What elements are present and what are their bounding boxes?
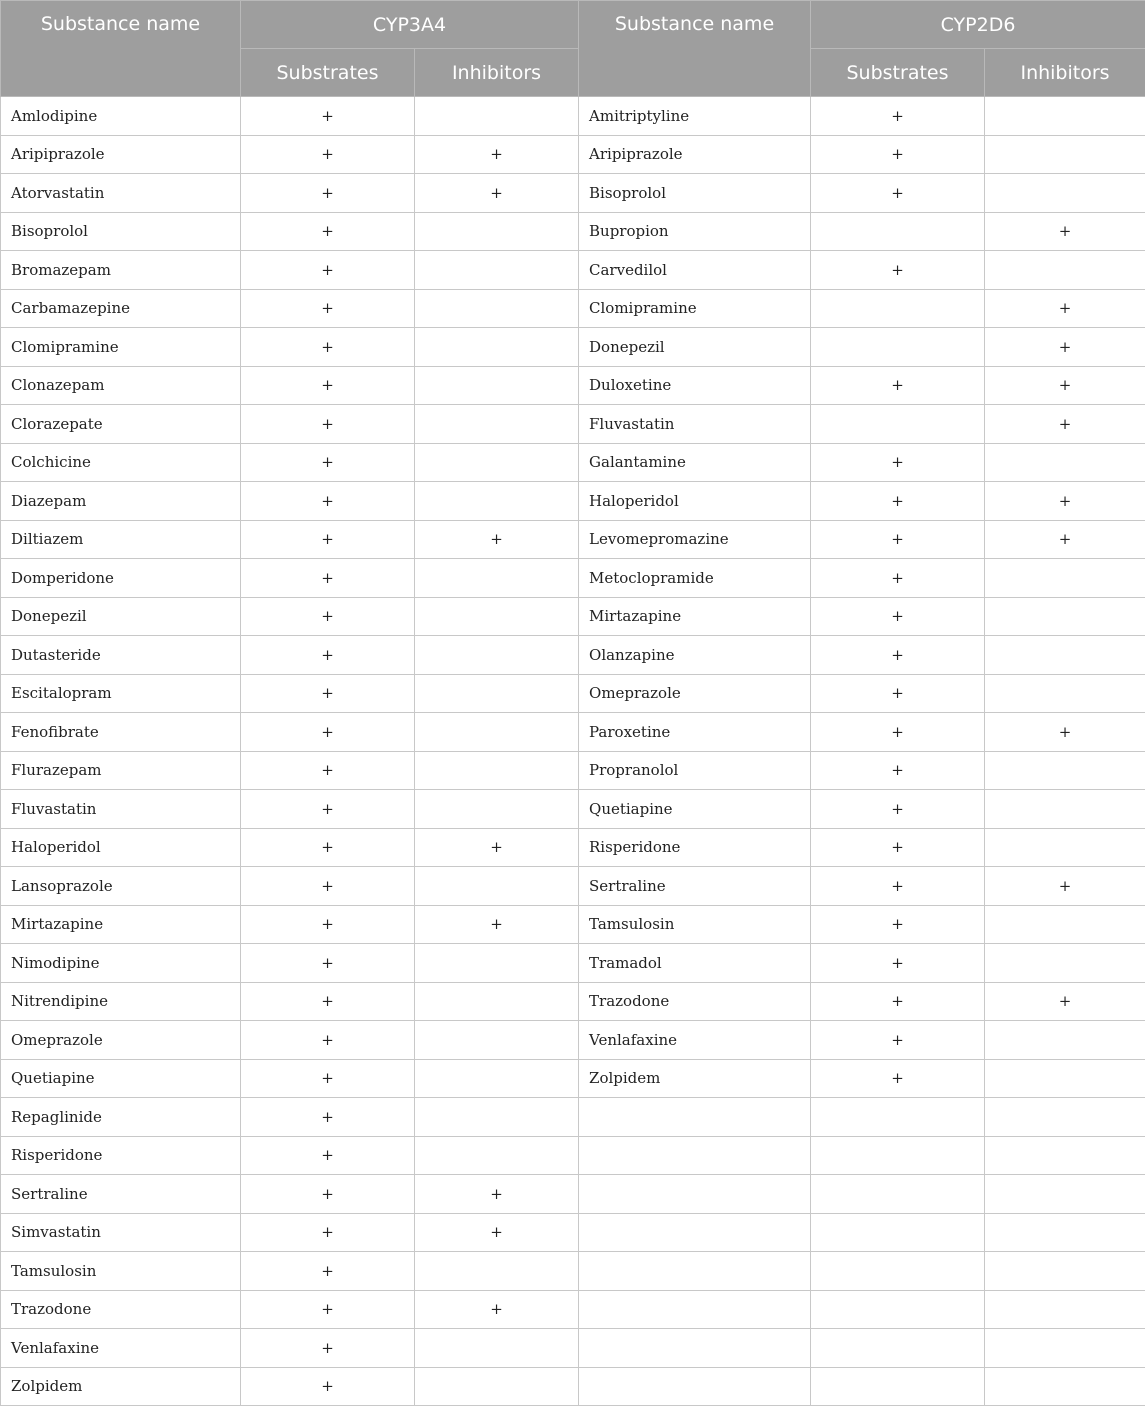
cyp3a4-substrate-mark: +: [241, 1175, 415, 1214]
header-cyp2d6-substrates: Substrates: [811, 49, 985, 97]
cyp3a4-substrate-mark: +: [241, 328, 415, 367]
cyp2d6-inhibitor-mark: [985, 751, 1145, 790]
table-row: [1, 867, 1145, 906]
cyp3a4-substrate-mark: +: [241, 174, 415, 213]
cyp3a4-inhibitor-mark: +: [415, 135, 579, 174]
cyp2d6-substrate-mark: +: [811, 828, 985, 867]
header-substance-name-right: Substance name: [579, 1, 811, 97]
cyp3a4-substrate-mark: +: [241, 212, 415, 251]
cyp2d6-substrate-mark: [811, 405, 985, 444]
cyp2d6-substance-name: Zolpidem: [579, 1059, 811, 1098]
cyp2d6-substrate-mark: +: [811, 905, 985, 944]
cyp3a4-substance-name: Omeprazole: [1, 1021, 241, 1060]
cyp2d6-inhibitor-mark: [985, 1329, 1145, 1368]
table-row: [1, 97, 1145, 136]
cyp3a4-substance-name: Trazodone: [1, 1290, 241, 1329]
cyp3a4-substrate-mark: +: [241, 1367, 415, 1406]
cyp3a4-inhibitor-mark: +: [415, 520, 579, 559]
table-row: [1, 289, 1145, 328]
cyp3a4-substance-name: Amlodipine: [1, 97, 241, 136]
table-row: [1, 790, 1145, 829]
cyp2d6-substance-name: Fluvastatin: [579, 405, 811, 444]
cyp2d6-substance-name: Quetiapine: [579, 790, 811, 829]
cyp2d6-substance-name: Sertraline: [579, 867, 811, 906]
cyp3a4-substance-name: Zolpidem: [1, 1367, 241, 1406]
cyp2d6-substrate-mark: +: [811, 713, 985, 752]
cyp3a4-inhibitor-mark: [415, 212, 579, 251]
cyp2d6-inhibitor-mark: +: [985, 212, 1145, 251]
cyp2d6-substrate-mark: [811, 1098, 985, 1137]
cyp2d6-substance-name: [579, 1175, 811, 1214]
cyp2d6-substance-name: Donepezil: [579, 328, 811, 367]
cyp2d6-substance-name: Paroxetine: [579, 713, 811, 752]
cyp3a4-substance-name: Nimodipine: [1, 944, 241, 983]
cyp2d6-substrate-mark: +: [811, 867, 985, 906]
cyp3a4-substance-name: Atorvastatin: [1, 174, 241, 213]
cyp3a4-substrate-mark: +: [241, 135, 415, 174]
cyp3a4-inhibitor-mark: [415, 790, 579, 829]
cyp3a4-inhibitor-mark: [415, 559, 579, 598]
cyp2d6-inhibitor-mark: [985, 1213, 1145, 1252]
cyp3a4-inhibitor-mark: [415, 1098, 579, 1137]
table-row: [1, 520, 1145, 559]
cyp3a4-substrate-mark: +: [241, 905, 415, 944]
cyp3a4-substance-name: Bromazepam: [1, 251, 241, 290]
table-row: [1, 1329, 1145, 1368]
cyp2d6-substance-name: [579, 1213, 811, 1252]
cyp3a4-inhibitor-mark: [415, 944, 579, 983]
cyp2d6-substance-name: Mirtazapine: [579, 597, 811, 636]
cyp3a4-substrate-mark: +: [241, 520, 415, 559]
cyp2d6-substrate-mark: +: [811, 97, 985, 136]
cyp2d6-inhibitor-mark: [985, 251, 1145, 290]
cyp3a4-inhibitor-mark: [415, 443, 579, 482]
cyp3a4-substrate-mark: +: [241, 559, 415, 598]
table-row: [1, 674, 1145, 713]
cyp3a4-inhibitor-mark: [415, 597, 579, 636]
cyp3a4-inhibitor-mark: [415, 713, 579, 752]
cyp3a4-substrate-mark: +: [241, 982, 415, 1021]
cyp3a4-substance-name: Diltiazem: [1, 520, 241, 559]
cyp2d6-inhibitor-mark: [985, 944, 1145, 983]
cyp3a4-substance-name: Colchicine: [1, 443, 241, 482]
cyp2d6-substance-name: Omeprazole: [579, 674, 811, 713]
table-row: [1, 905, 1145, 944]
cyp3a4-inhibitor-mark: [415, 328, 579, 367]
table-row: [1, 828, 1145, 867]
cyp2d6-substance-name: Propranolol: [579, 751, 811, 790]
cyp2d6-inhibitor-mark: [985, 443, 1145, 482]
cyp3a4-inhibitor-mark: +: [415, 1213, 579, 1252]
table-row: [1, 597, 1145, 636]
cyp3a4-inhibitor-mark: [415, 751, 579, 790]
cyp2d6-substrate-mark: +: [811, 135, 985, 174]
cyp2d6-substrate-mark: +: [811, 174, 985, 213]
cyp2d6-substrate-mark: +: [811, 597, 985, 636]
cyp3a4-substrate-mark: +: [241, 443, 415, 482]
cyp3a4-inhibitor-mark: +: [415, 1175, 579, 1214]
header-cyp3a4-inhibitors: Inhibitors: [415, 49, 579, 97]
cyp2d6-substance-name: [579, 1252, 811, 1291]
cyp2d6-inhibitor-mark: +: [985, 289, 1145, 328]
cyp3a4-substance-name: Dutasteride: [1, 636, 241, 675]
cyp3a4-substrate-mark: +: [241, 1252, 415, 1291]
cyp2d6-substance-name: Clomipramine: [579, 289, 811, 328]
cyp2d6-substrate-mark: +: [811, 559, 985, 598]
cyp3a4-substrate-mark: +: [241, 1329, 415, 1368]
header-cyp3a4-substrates: Substrates: [241, 49, 415, 97]
cyp3a4-inhibitor-mark: +: [415, 174, 579, 213]
cyp2d6-inhibitor-mark: [985, 905, 1145, 944]
cyp2d6-substrate-mark: [811, 1175, 985, 1214]
cyp2d6-inhibitor-mark: +: [985, 482, 1145, 521]
cyp3a4-substrate-mark: +: [241, 636, 415, 675]
cyp2d6-substance-name: [579, 1098, 811, 1137]
cyp3a4-substance-name: Carbamazepine: [1, 289, 241, 328]
cyp2d6-substrate-mark: +: [811, 982, 985, 1021]
cyp2d6-substrate-mark: +: [811, 1059, 985, 1098]
table-row: [1, 482, 1145, 521]
cyp3a4-substance-name: Simvastatin: [1, 1213, 241, 1252]
cyp2d6-inhibitor-mark: [985, 1367, 1145, 1406]
cyp2d6-inhibitor-mark: +: [985, 405, 1145, 444]
cyp3a4-substance-name: Lansoprazole: [1, 867, 241, 906]
cyp3a4-inhibitor-mark: [415, 289, 579, 328]
table-row: [1, 751, 1145, 790]
cyp2d6-inhibitor-mark: [985, 636, 1145, 675]
cyp2d6-inhibitor-mark: [985, 1098, 1145, 1137]
cyp3a4-substrate-mark: +: [241, 713, 415, 752]
cyp2d6-inhibitor-mark: [985, 135, 1145, 174]
cyp2d6-substance-name: Duloxetine: [579, 366, 811, 405]
cyp3a4-substance-name: Quetiapine: [1, 1059, 241, 1098]
cyp3a4-substance-name: Tamsulosin: [1, 1252, 241, 1291]
cyp3a4-inhibitor-mark: [415, 1136, 579, 1175]
cyp2d6-substrate-mark: +: [811, 482, 985, 521]
table-row: [1, 1175, 1145, 1214]
cyp2d6-inhibitor-mark: +: [985, 982, 1145, 1021]
table-row: [1, 328, 1145, 367]
cyp2d6-substrate-mark: +: [811, 443, 985, 482]
cyp2d6-inhibitor-mark: [985, 597, 1145, 636]
cyp3a4-substrate-mark: +: [241, 1098, 415, 1137]
cyp3a4-substrate-mark: +: [241, 751, 415, 790]
cyp2d6-substrate-mark: +: [811, 520, 985, 559]
table-header: [1, 1, 1145, 97]
cyp3a4-inhibitor-mark: +: [415, 828, 579, 867]
cyp3a4-inhibitor-mark: [415, 674, 579, 713]
header-cyp2d6: CYP2D6: [811, 1, 1145, 49]
table-row: [1, 1290, 1145, 1329]
cyp2d6-substance-name: Bisoprolol: [579, 174, 811, 213]
cyp2d6-substrate-mark: +: [811, 790, 985, 829]
cyp3a4-substrate-mark: +: [241, 289, 415, 328]
cyp2d6-substance-name: Levomepromazine: [579, 520, 811, 559]
cyp3a4-inhibitor-mark: [415, 97, 579, 136]
table-row: [1, 366, 1145, 405]
cyp2d6-substrate-mark: [811, 1252, 985, 1291]
cyp3a4-inhibitor-mark: [415, 1252, 579, 1291]
cyp3a4-substrate-mark: +: [241, 1213, 415, 1252]
cyp3a4-inhibitor-mark: [415, 867, 579, 906]
cyp2d6-substrate-mark: [811, 328, 985, 367]
cyp2d6-substrate-mark: [811, 212, 985, 251]
cyp2d6-inhibitor-mark: [985, 1252, 1145, 1291]
table-row: [1, 174, 1145, 213]
cyp3a4-substrate-mark: +: [241, 674, 415, 713]
cyp3a4-substance-name: Fenofibrate: [1, 713, 241, 752]
cyp3a4-inhibitor-mark: +: [415, 1290, 579, 1329]
cyp2d6-inhibitor-mark: [985, 828, 1145, 867]
cyp3a4-substrate-mark: +: [241, 867, 415, 906]
cyp2d6-substrate-mark: +: [811, 674, 985, 713]
cyp3a4-substrate-mark: +: [241, 251, 415, 290]
cyp2d6-inhibitor-mark: [985, 790, 1145, 829]
cyp3a4-substance-name: Aripiprazole: [1, 135, 241, 174]
cyp3a4-inhibitor-mark: [415, 1329, 579, 1368]
cyp2d6-substance-name: Tramadol: [579, 944, 811, 983]
cyp2d6-substrate-mark: [811, 1136, 985, 1175]
table-row: [1, 1252, 1145, 1291]
cyp3a4-inhibitor-mark: [415, 1367, 579, 1406]
header-cyp3a4: CYP3A4: [241, 1, 579, 49]
cyp3a4-substance-name: Escitalopram: [1, 674, 241, 713]
cyp3a4-inhibitor-mark: [415, 636, 579, 675]
table-row: [1, 713, 1145, 752]
cyp3a4-substance-name: Nitrendipine: [1, 982, 241, 1021]
cyp3a4-substance-name: Clonazepam: [1, 366, 241, 405]
cyp3a4-substance-name: Repaglinide: [1, 1098, 241, 1137]
cyp3a4-substance-name: Risperidone: [1, 1136, 241, 1175]
cyp3a4-inhibitor-mark: [415, 366, 579, 405]
cyp2d6-substance-name: Venlafaxine: [579, 1021, 811, 1060]
table-row: [1, 1098, 1145, 1137]
table-row: [1, 1021, 1145, 1060]
table-row: [1, 251, 1145, 290]
cyp2d6-substance-name: Tamsulosin: [579, 905, 811, 944]
cyp3a4-substrate-mark: +: [241, 1059, 415, 1098]
cyp3a4-substance-name: Haloperidol: [1, 828, 241, 867]
cyp2d6-substrate-mark: +: [811, 944, 985, 983]
cyp2d6-substance-name: Galantamine: [579, 443, 811, 482]
cyp2d6-inhibitor-mark: [985, 1021, 1145, 1060]
cyp3a4-substrate-mark: +: [241, 597, 415, 636]
cyp2d6-substance-name: Bupropion: [579, 212, 811, 251]
cyp3a4-inhibitor-mark: [415, 482, 579, 521]
cyp3a4-substrate-mark: +: [241, 1021, 415, 1060]
cyp2d6-substance-name: Risperidone: [579, 828, 811, 867]
cyp2d6-substrate-mark: [811, 1213, 985, 1252]
table-body: [1, 97, 1145, 1406]
cyp2d6-substance-name: [579, 1329, 811, 1368]
table-row: [1, 1213, 1145, 1252]
cyp2d6-inhibitor-mark: [985, 674, 1145, 713]
cyp3a4-substance-name: Clorazepate: [1, 405, 241, 444]
cyp2d6-substrate-mark: [811, 1367, 985, 1406]
cyp2d6-substance-name: Amitriptyline: [579, 97, 811, 136]
table-row: [1, 1059, 1145, 1098]
table-row: [1, 944, 1145, 983]
cyp3a4-inhibitor-mark: [415, 982, 579, 1021]
cyp2d6-inhibitor-mark: +: [985, 328, 1145, 367]
cyp2d6-substrate-mark: [811, 1290, 985, 1329]
table-row: [1, 405, 1145, 444]
table-row: [1, 636, 1145, 675]
cyp2d6-substance-name: Haloperidol: [579, 482, 811, 521]
table-row: [1, 559, 1145, 598]
table-row: [1, 1367, 1145, 1406]
cyp3a4-inhibitor-mark: [415, 1059, 579, 1098]
cyp2d6-substrate-mark: +: [811, 1021, 985, 1060]
cyp3a4-inhibitor-mark: +: [415, 905, 579, 944]
cyp3a4-substance-name: Mirtazapine: [1, 905, 241, 944]
cyp2d6-substance-name: Olanzapine: [579, 636, 811, 675]
table-row: [1, 135, 1145, 174]
cyp3a4-substrate-mark: +: [241, 828, 415, 867]
cyp3a4-substrate-mark: +: [241, 482, 415, 521]
table-row: [1, 212, 1145, 251]
cyp2d6-substrate-mark: +: [811, 251, 985, 290]
cyp2d6-inhibitor-mark: +: [985, 867, 1145, 906]
cyp2d6-inhibitor-mark: [985, 1136, 1145, 1175]
cyp3a4-substrate-mark: +: [241, 366, 415, 405]
cyp3a4-substance-name: Venlafaxine: [1, 1329, 241, 1368]
header-cyp2d6-inhibitors: Inhibitors: [985, 49, 1145, 97]
cyp2d6-inhibitor-mark: +: [985, 713, 1145, 752]
cyp2d6-substrate-mark: +: [811, 751, 985, 790]
table-row: [1, 982, 1145, 1021]
cyp2d6-inhibitor-mark: [985, 1175, 1145, 1214]
cyp2d6-substrate-mark: [811, 1329, 985, 1368]
cyp3a4-substance-name: Donepezil: [1, 597, 241, 636]
cyp3a4-substance-name: Clomipramine: [1, 328, 241, 367]
cyp2d6-substrate-mark: +: [811, 366, 985, 405]
cyp2d6-inhibitor-mark: [985, 97, 1145, 136]
cyp3a4-inhibitor-mark: [415, 1021, 579, 1060]
cyp2d6-substrate-mark: [811, 289, 985, 328]
cyp3a4-substrate-mark: +: [241, 1290, 415, 1329]
cyp2d6-substance-name: [579, 1290, 811, 1329]
cyp2d6-inhibitor-mark: [985, 559, 1145, 598]
cyp2d6-substance-name: Aripiprazole: [579, 135, 811, 174]
cyp2d6-substance-name: Metoclopramide: [579, 559, 811, 598]
cyp3a4-substance-name: Flurazepam: [1, 751, 241, 790]
cyp3a4-substance-name: Domperidone: [1, 559, 241, 598]
cyp3a4-substrate-mark: +: [241, 1136, 415, 1175]
cyp2d6-inhibitor-mark: [985, 174, 1145, 213]
cyp3a4-inhibitor-mark: [415, 251, 579, 290]
cyp3a4-substance-name: Fluvastatin: [1, 790, 241, 829]
header-substance-name-left: Substance name: [1, 1, 241, 97]
cyp3a4-inhibitor-mark: [415, 405, 579, 444]
cyp2d6-substance-name: [579, 1136, 811, 1175]
cyp2d6-inhibitor-mark: [985, 1290, 1145, 1329]
cyp3a4-substance-name: Sertraline: [1, 1175, 241, 1214]
cyp2d6-inhibitor-mark: +: [985, 520, 1145, 559]
cyp3a4-substance-name: Bisoprolol: [1, 212, 241, 251]
cyp2d6-substance-name: Trazodone: [579, 982, 811, 1021]
cyp3a4-substance-name: Diazepam: [1, 482, 241, 521]
cyp3a4-substrate-mark: +: [241, 944, 415, 983]
cyp2d6-inhibitor-mark: +: [985, 366, 1145, 405]
cyp2d6-substrate-mark: +: [811, 636, 985, 675]
cyp2d6-inhibitor-mark: [985, 1059, 1145, 1098]
cyp3a4-substrate-mark: +: [241, 97, 415, 136]
cyp3a4-substrate-mark: +: [241, 790, 415, 829]
table-row: [1, 1136, 1145, 1175]
cyp2d6-substance-name: [579, 1367, 811, 1406]
cyp3a4-substrate-mark: +: [241, 405, 415, 444]
table-row: [1, 443, 1145, 482]
cyp2d6-substance-name: Carvedilol: [579, 251, 811, 290]
